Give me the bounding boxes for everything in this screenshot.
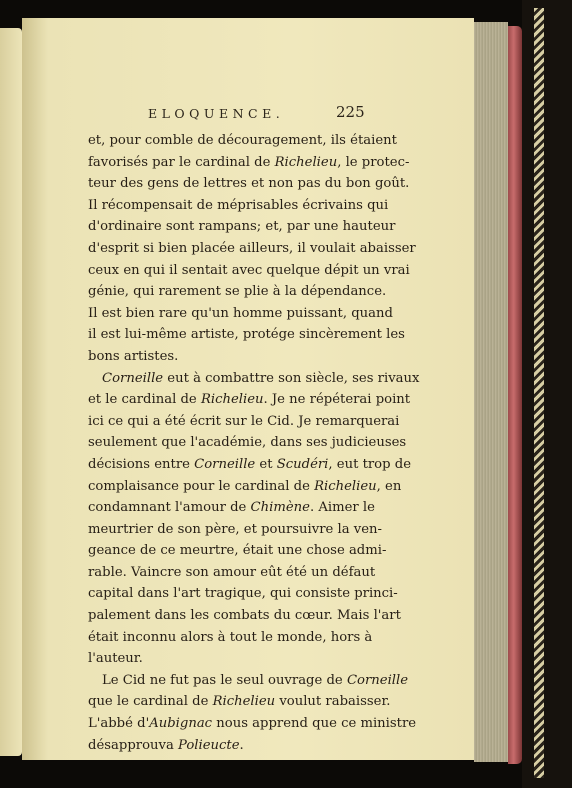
text-run: et, pour comble de découragement, ils étaient [88, 133, 397, 148]
italic-name: Aubignac [149, 716, 213, 732]
text-run: favorisés par le cardinal de [88, 154, 275, 170]
text-line [88, 216, 396, 238]
text-run: , eut trop de [328, 456, 412, 472]
decorative-binding [534, 8, 544, 778]
text-run: rable. Vaincre son amour eût été un défaut [88, 564, 376, 580]
text-line [88, 627, 373, 649]
text-line [88, 238, 416, 260]
text-run: condamnant l'amour de [88, 500, 251, 516]
italic-name: Corneille [102, 370, 164, 386]
text-line [88, 519, 382, 541]
text-run: L'abbé d' [88, 716, 150, 732]
body-text [88, 130, 420, 756]
page-header [118, 103, 378, 126]
text-run: décisions entre [88, 456, 195, 472]
text-run: meurtrier de son père, et poursuivre la ven- [88, 521, 382, 537]
italic-name: Chimène [250, 500, 310, 516]
text-run: était inconnu alors à tout le monde, hors à [88, 629, 373, 645]
text-run: ceux en qui il sentait avec quelque dépit un vrai [88, 262, 410, 278]
text-line [88, 691, 391, 713]
italic-name: Corneille [194, 456, 256, 472]
text-line [88, 173, 410, 195]
text-run: Il est bien rare qu'un homme puissant, quand [88, 305, 393, 321]
text-line [88, 454, 412, 476]
text-line [88, 562, 376, 584]
text-run: . [239, 737, 244, 753]
text-run: . Je ne répéterai point [263, 392, 411, 408]
text-run: et [255, 456, 277, 472]
text-run: capital dans l'art tragique, qui consiste princi- [88, 586, 398, 602]
italic-name: Richelieu [274, 154, 338, 170]
text-run: bons artistes. [88, 348, 179, 364]
italic-name: Richelieu [212, 694, 276, 710]
text-line [88, 497, 375, 519]
text-line [88, 260, 410, 282]
text-line [88, 389, 411, 411]
text-run: génie, qui rarement se plie à la dépendance. [88, 284, 387, 300]
text-run: que le cardinal de [88, 694, 213, 710]
text-line [88, 411, 400, 433]
page-number: 225 [336, 103, 365, 121]
text-line [88, 605, 401, 627]
text-run: eut à combattre son siècle, ses rivaux [163, 370, 420, 386]
red-page-edge [508, 26, 522, 764]
text-line [88, 346, 362, 368]
text-line [88, 368, 420, 390]
text-run: et le cardinal de [88, 392, 201, 408]
page-block-edge [474, 22, 508, 762]
text-line [88, 324, 405, 346]
text-run: désapprouva [88, 737, 179, 753]
text-run: d'ordinaire sont rampans; et, par une hauteur [88, 219, 396, 235]
text-line [88, 583, 398, 605]
text-run: Le Cid ne fut pas le seul ouvrage de [102, 672, 347, 688]
text-run: palement dans les combats du cœur. Mais l'art [88, 608, 401, 624]
text-run: Il récompensait de méprisables écrivains qui [88, 197, 389, 213]
text-run: teur des gens de lettres et non pas du bon goût. [88, 176, 410, 192]
text-run: seulement que l'académie, dans ses judicieuses [88, 435, 407, 451]
text-run: d'esprit si bien placée ailleurs, il voulait abaisser [88, 240, 416, 256]
text-line [88, 432, 407, 454]
text-run: , en [376, 478, 402, 494]
text-line [88, 195, 389, 217]
text-run: ici ce qui a été écrit sur le Cid. Je remarquerai [88, 413, 400, 429]
text-run: il est lui-même artiste, protége sincèrement les [88, 327, 405, 343]
text-line [88, 130, 397, 152]
text-line [88, 152, 410, 174]
italic-name: Richelieu [314, 478, 377, 494]
text-line [88, 713, 417, 735]
facing-page-edge [0, 28, 22, 756]
text-run: , le protec- [337, 154, 410, 170]
italic-name: Polieucte [178, 737, 240, 753]
text-run: complaisance pour le cardinal de [88, 478, 315, 494]
text-line [88, 476, 402, 498]
text-line [88, 670, 409, 692]
text-line [88, 540, 387, 562]
book-cover [522, 0, 572, 788]
text-line [88, 303, 393, 325]
running-title: ELOQUENCE. [148, 106, 285, 121]
text-run: . Aimer le [309, 500, 375, 516]
italic-name: Scudéri [276, 456, 329, 472]
text-run: geance de ce meurtre, était une chose admi- [88, 543, 387, 559]
italic-name: Richelieu [200, 392, 264, 408]
text-run: voulut rabaisser. [275, 694, 391, 710]
text-run: nous apprend que ce ministre [212, 716, 417, 732]
text-run: l'auteur. [88, 651, 143, 667]
text-line [88, 735, 362, 757]
italic-name: Corneille [346, 672, 409, 688]
text-line [88, 648, 362, 670]
text-line [88, 281, 387, 303]
